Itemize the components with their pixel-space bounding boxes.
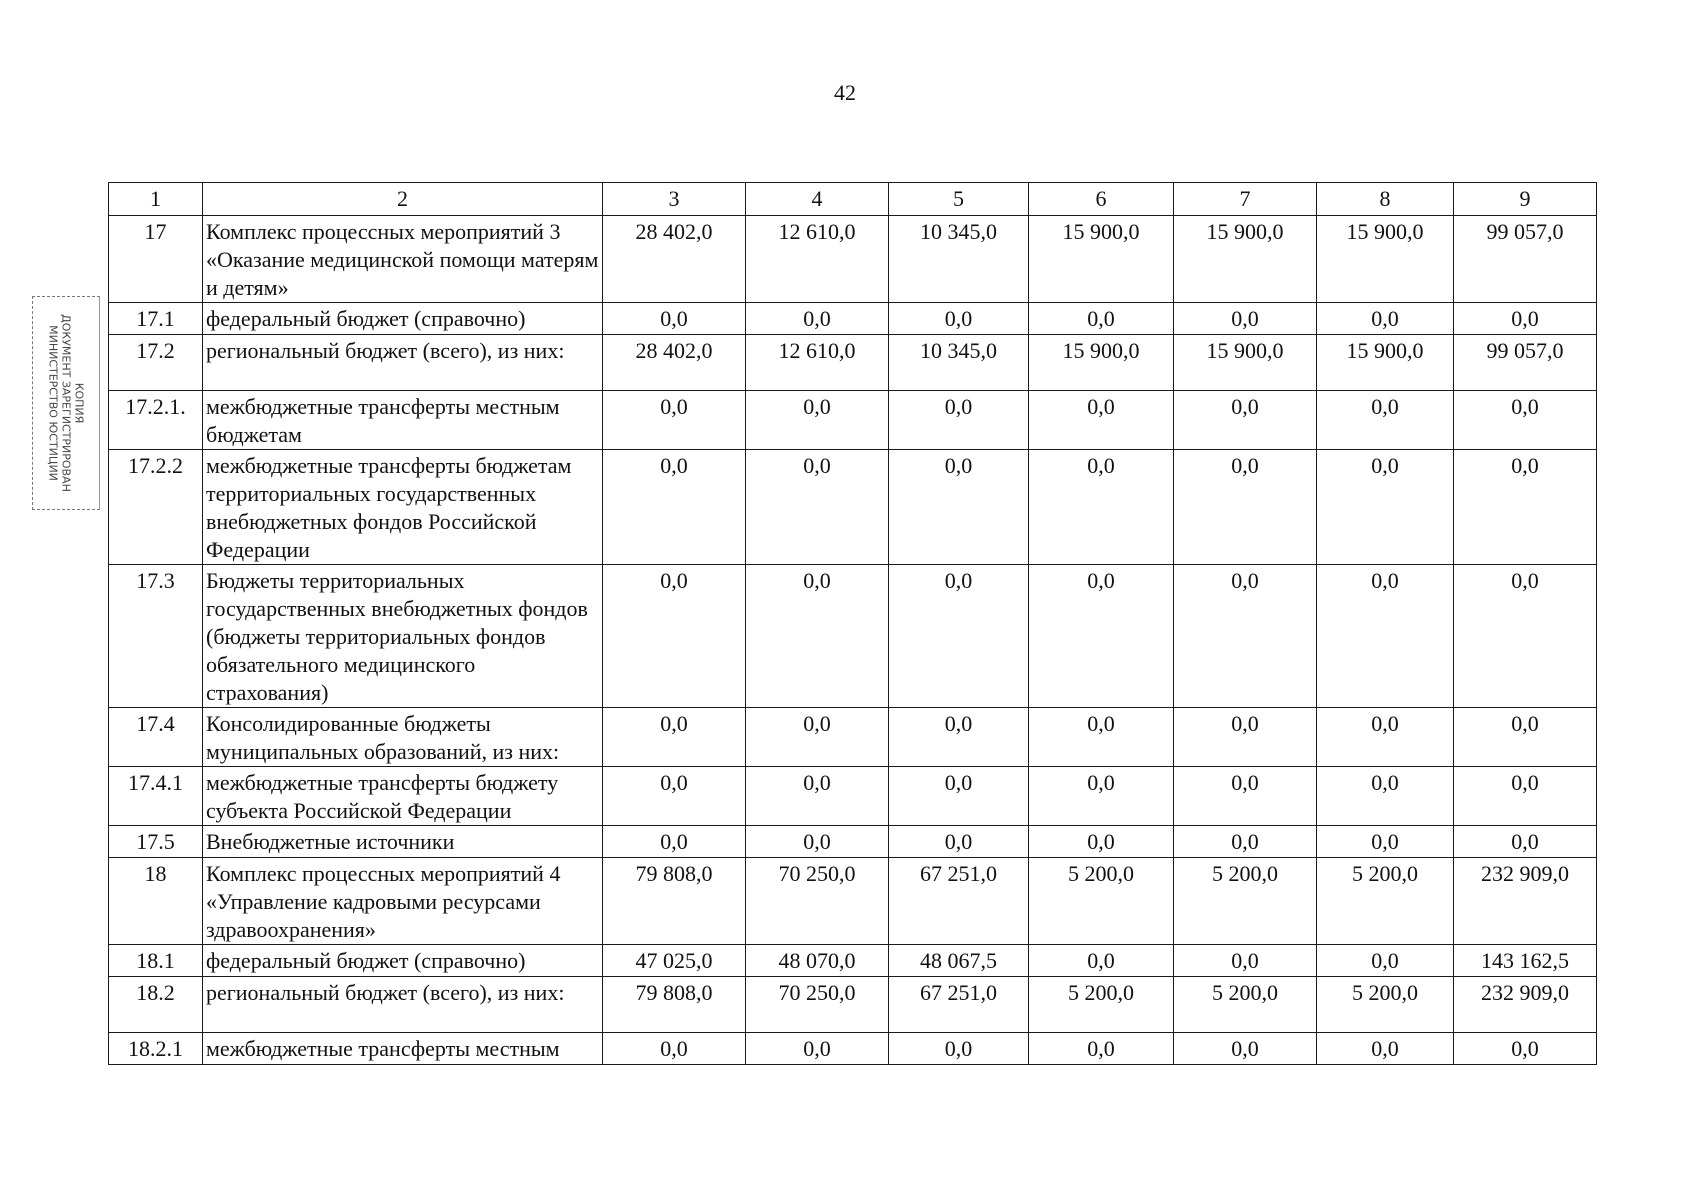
column-header: 3 — [603, 183, 746, 216]
value-cell: 0,0 — [603, 303, 746, 335]
value-cell: 48 070,0 — [746, 945, 889, 977]
table-row — [109, 826, 1597, 858]
value-cell: 10 345,0 — [889, 216, 1029, 303]
value-cell: 0,0 — [1317, 391, 1454, 450]
value-cell: 0,0 — [746, 565, 889, 708]
value-cell: 0,0 — [603, 391, 746, 450]
value-cell: 79 808,0 — [603, 858, 746, 945]
value-cell: 0,0 — [1029, 708, 1174, 767]
value-cell: 0,0 — [1454, 708, 1597, 767]
table-row — [109, 767, 1597, 826]
value-cell: 0,0 — [1317, 303, 1454, 335]
row-name: межбюджетные трансферты местным бюджетам — [203, 391, 603, 450]
value-cell: 0,0 — [1454, 303, 1597, 335]
value-cell: 99 057,0 — [1454, 335, 1597, 391]
value-cell: 0,0 — [889, 303, 1029, 335]
column-header: 6 — [1029, 183, 1174, 216]
value-cell: 15 900,0 — [1174, 335, 1317, 391]
value-cell: 0,0 — [746, 391, 889, 450]
value-cell: 0,0 — [1174, 708, 1317, 767]
row-number: 17.4.1 — [109, 767, 203, 826]
value-cell: 5 200,0 — [1317, 977, 1454, 1033]
value-cell: 0,0 — [746, 767, 889, 826]
row-name: региональный бюджет (всего), из них: — [203, 977, 603, 1033]
value-cell: 0,0 — [1317, 826, 1454, 858]
value-cell: 28 402,0 — [603, 335, 746, 391]
row-number: 17.1 — [109, 303, 203, 335]
value-cell: 0,0 — [1029, 1033, 1174, 1065]
table-row — [109, 858, 1597, 945]
table-row — [109, 977, 1597, 1033]
value-cell: 0,0 — [889, 767, 1029, 826]
column-header: 5 — [889, 183, 1029, 216]
value-cell: 0,0 — [746, 450, 889, 565]
value-cell: 0,0 — [1029, 826, 1174, 858]
value-cell: 0,0 — [1029, 303, 1174, 335]
row-name: межбюджетные трансферты бюджету субъекта Российской Федерации — [203, 767, 603, 826]
value-cell: 0,0 — [746, 303, 889, 335]
column-header: 9 — [1454, 183, 1597, 216]
value-cell: 15 900,0 — [1317, 216, 1454, 303]
value-cell: 0,0 — [889, 391, 1029, 450]
column-header: 2 — [203, 183, 603, 216]
table-row — [109, 565, 1597, 708]
value-cell: 0,0 — [1174, 450, 1317, 565]
registration-stamp — [32, 296, 100, 510]
value-cell: 48 067,5 — [889, 945, 1029, 977]
row-number: 18.2.1 — [109, 1033, 203, 1065]
value-cell: 0,0 — [1454, 767, 1597, 826]
table-row — [109, 391, 1597, 450]
value-cell: 47 025,0 — [603, 945, 746, 977]
value-cell: 70 250,0 — [746, 977, 889, 1033]
value-cell: 0,0 — [889, 450, 1029, 565]
value-cell: 143 162,5 — [1454, 945, 1597, 977]
column-header: 7 — [1174, 183, 1317, 216]
value-cell: 0,0 — [746, 826, 889, 858]
table-row — [109, 303, 1597, 335]
column-header: 8 — [1317, 183, 1454, 216]
row-number: 17 — [109, 216, 203, 303]
value-cell: 0,0 — [1454, 1033, 1597, 1065]
value-cell: 0,0 — [1174, 303, 1317, 335]
table-row — [109, 450, 1597, 565]
value-cell: 0,0 — [889, 1033, 1029, 1065]
row-number: 17.2.1. — [109, 391, 203, 450]
value-cell: 0,0 — [1454, 450, 1597, 565]
row-number: 18 — [109, 858, 203, 945]
table-body — [109, 183, 1597, 1065]
row-number: 17.4 — [109, 708, 203, 767]
value-cell: 5 200,0 — [1029, 977, 1174, 1033]
value-cell: 15 900,0 — [1029, 335, 1174, 391]
stamp-line: КОПИЯ — [72, 382, 86, 424]
header-row — [109, 183, 1597, 216]
row-number: 18.1 — [109, 945, 203, 977]
value-cell: 0,0 — [1317, 708, 1454, 767]
value-cell: 0,0 — [1029, 945, 1174, 977]
value-cell: 0,0 — [1174, 767, 1317, 826]
row-number: 17.2 — [109, 335, 203, 391]
value-cell: 0,0 — [603, 1033, 746, 1065]
row-name: межбюджетные трансферты местным — [203, 1033, 603, 1065]
value-cell: 0,0 — [1317, 945, 1454, 977]
row-number: 18.2 — [109, 977, 203, 1033]
row-number: 17.2.2 — [109, 450, 203, 565]
value-cell: 10 345,0 — [889, 335, 1029, 391]
column-header: 1 — [109, 183, 203, 216]
table-row — [109, 216, 1597, 303]
value-cell: 67 251,0 — [889, 858, 1029, 945]
row-name: межбюджетные трансферты бюджетам территориальных государственных внебюджетных фондов Российской Федерации — [203, 450, 603, 565]
value-cell: 5 200,0 — [1029, 858, 1174, 945]
table-row — [109, 708, 1597, 767]
table-row — [109, 945, 1597, 977]
value-cell: 0,0 — [1029, 565, 1174, 708]
value-cell: 0,0 — [603, 450, 746, 565]
value-cell: 0,0 — [603, 826, 746, 858]
value-cell: 0,0 — [1174, 826, 1317, 858]
value-cell: 5 200,0 — [1174, 977, 1317, 1033]
value-cell: 0,0 — [1454, 565, 1597, 708]
row-name: Бюджеты территориальных государственных внебюджетных фондов (бюджеты территориальных фондов обязательного медицинского страхования) — [203, 565, 603, 708]
value-cell: 232 909,0 — [1454, 977, 1597, 1033]
value-cell: 0,0 — [889, 826, 1029, 858]
stamp-text — [47, 303, 86, 503]
value-cell: 0,0 — [746, 1033, 889, 1065]
row-number: 17.3 — [109, 565, 203, 708]
value-cell: 0,0 — [1174, 1033, 1317, 1065]
row-name: Консолидированные бюджеты муниципальных образований, из них: — [203, 708, 603, 767]
row-name: федеральный бюджет (справочно) — [203, 303, 603, 335]
value-cell: 99 057,0 — [1454, 216, 1597, 303]
row-name: Комплекс процессных мероприятий 3 «Оказание медицинской помощи матерям и детям» — [203, 216, 603, 303]
value-cell: 12 610,0 — [746, 335, 889, 391]
value-cell: 0,0 — [1454, 826, 1597, 858]
value-cell: 0,0 — [1174, 391, 1317, 450]
value-cell: 0,0 — [889, 565, 1029, 708]
stamp-line: МИНИСТЕРСТВО ЮСТИЦИИ — [46, 325, 60, 481]
value-cell: 0,0 — [603, 708, 746, 767]
column-header: 4 — [746, 183, 889, 216]
row-number: 17.5 — [109, 826, 203, 858]
row-name: Внебюджетные источники — [203, 826, 603, 858]
value-cell: 0,0 — [1174, 945, 1317, 977]
value-cell: 0,0 — [1174, 565, 1317, 708]
value-cell: 15 900,0 — [1317, 335, 1454, 391]
row-name: региональный бюджет (всего), из них: — [203, 335, 603, 391]
table-row — [109, 335, 1597, 391]
value-cell: 0,0 — [603, 565, 746, 708]
value-cell: 0,0 — [889, 708, 1029, 767]
value-cell: 0,0 — [746, 708, 889, 767]
value-cell: 5 200,0 — [1317, 858, 1454, 945]
value-cell: 0,0 — [1317, 565, 1454, 708]
row-name: Комплекс процессных мероприятий 4 «Управление кадровыми ресурсами здравоохранения» — [203, 858, 603, 945]
value-cell: 0,0 — [1029, 391, 1174, 450]
value-cell: 12 610,0 — [746, 216, 889, 303]
value-cell: 5 200,0 — [1174, 858, 1317, 945]
row-name: федеральный бюджет (справочно) — [203, 945, 603, 977]
value-cell: 67 251,0 — [889, 977, 1029, 1033]
value-cell: 232 909,0 — [1454, 858, 1597, 945]
value-cell: 0,0 — [1029, 767, 1174, 826]
value-cell: 0,0 — [1454, 391, 1597, 450]
value-cell: 79 808,0 — [603, 977, 746, 1033]
value-cell: 15 900,0 — [1029, 216, 1174, 303]
value-cell: 0,0 — [1029, 450, 1174, 565]
value-cell: 15 900,0 — [1174, 216, 1317, 303]
value-cell: 0,0 — [1317, 767, 1454, 826]
table-row — [109, 1033, 1597, 1065]
value-cell: 28 402,0 — [603, 216, 746, 303]
value-cell: 70 250,0 — [746, 858, 889, 945]
value-cell: 0,0 — [1317, 1033, 1454, 1065]
page-number: 42 — [834, 80, 856, 105]
stamp-line: ДОКУМЕНТ ЗАРЕГИСТРИРОВАН — [59, 314, 73, 492]
value-cell: 0,0 — [1317, 450, 1454, 565]
value-cell: 0,0 — [603, 767, 746, 826]
budget-table — [108, 182, 1597, 1065]
